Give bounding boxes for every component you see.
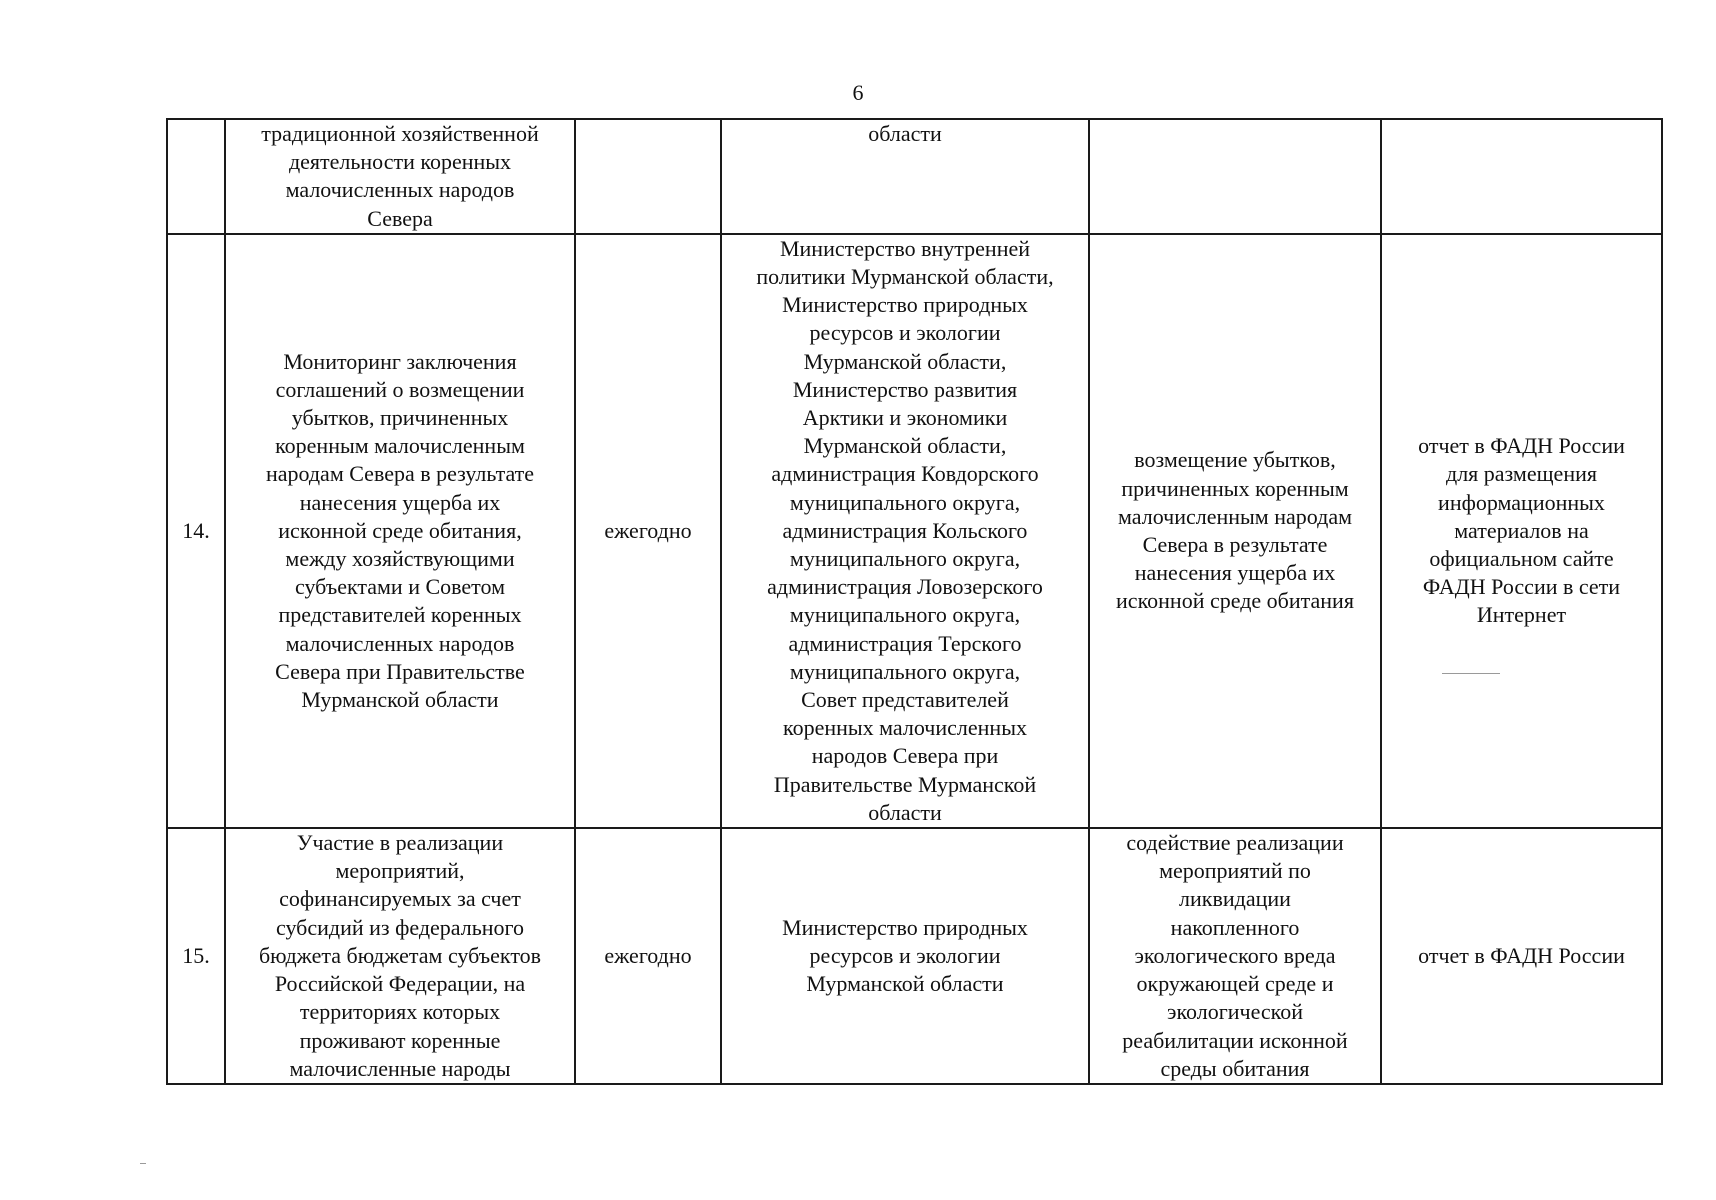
term-cell: ежегодно <box>575 828 721 1084</box>
measures-table <box>166 118 1663 1085</box>
report-cell <box>1381 119 1662 234</box>
report-cell: отчет в ФАДН России <box>1381 828 1662 1084</box>
row-number: 14. <box>167 234 225 828</box>
page-number: 6 <box>852 80 864 105</box>
row-number: 15. <box>167 828 225 1084</box>
scan-artifact <box>1442 673 1500 674</box>
term-cell: ежегодно <box>575 234 721 828</box>
result-cell: содействие реализации мероприятий по ликвидации накопленного экологического вреда окружающей среде и экологической реабилитации исконной среды обитания <box>1089 828 1381 1084</box>
result-cell: возмещение убытков, причиненных коренным малочисленным народам Севера в результате нанесения ущерба их исконной среде обитания <box>1089 234 1381 828</box>
scan-artifact <box>140 1163 146 1164</box>
report-cell: отчет в ФАДН России для размещения информационных материалов на официальном сайте ФАДН России в сети Интернет <box>1381 234 1662 828</box>
table-row <box>167 828 1662 1084</box>
activity-cell: Мониторинг заключения соглашений о возмещении убытков, причиненных коренным малочисленным народам Севера в результате нанесения ущерба их исконной среде обитания, между хозяйствующими субъектами и Советом представителей коренных малочисленных народов Севера при Правительстве Мурманской области <box>225 234 575 828</box>
result-cell <box>1089 119 1381 234</box>
executors-cell: Министерство внутренней политики Мурманской области, Министерство природных ресурсов и экологии Мурманской области, Министерство развития Арктики и экономики Мурманской области, администрация Ковдорского муниципального округа, администрация Кольского муниципального округа, администрация Ловозерского муниципального округа, администрация Терского муниципального округа, Совет представителей коренных малочисленных народов Севера при Правительстве Мурманской области <box>721 234 1089 828</box>
activity-cell: традиционной хозяйственной деятельности коренных малочисленных народов Севера <box>225 119 575 234</box>
table-row <box>167 234 1662 828</box>
term-cell <box>575 119 721 234</box>
table-row <box>167 119 1662 234</box>
row-number <box>167 119 225 234</box>
activity-cell: Участие в реализации мероприятий, софинансируемых за счет субсидий из федерального бюджета бюджетам субъектов Российской Федерации, на территориях которых проживают коренные малочисленные народы <box>225 828 575 1084</box>
executors-cell: Министерство природных ресурсов и экологии Мурманской области <box>721 828 1089 1084</box>
executors-cell: области <box>721 119 1089 234</box>
